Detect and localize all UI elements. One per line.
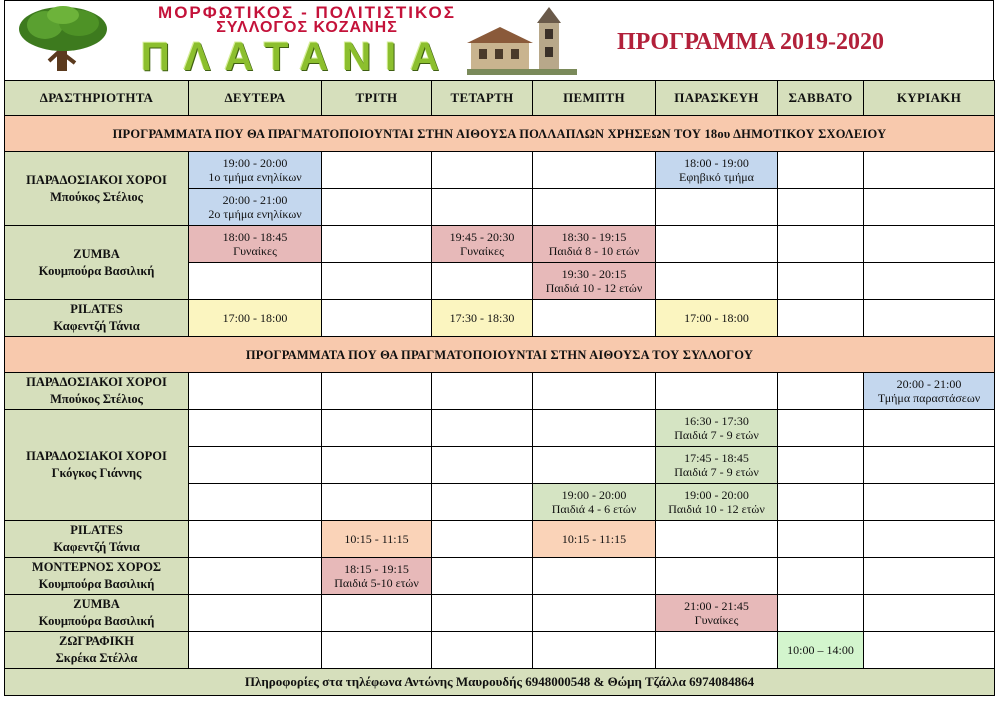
slot-group: Παιδιά 7 - 9 ετών bbox=[674, 465, 759, 479]
slot-time: 20:00 - 21:00 bbox=[222, 193, 288, 207]
col-sunday: ΚΥΡΙΑΚΗ bbox=[864, 81, 995, 116]
activity-cell bbox=[5, 558, 189, 595]
empty-cell bbox=[533, 595, 656, 632]
empty-cell bbox=[656, 632, 778, 669]
slot-cell bbox=[864, 373, 995, 410]
activity-cell bbox=[5, 632, 189, 669]
page-title: ΠΡΟΓΡΑΜΜΑ 2019-2020 bbox=[617, 29, 885, 55]
activity-teacher: Κουμπούρα Βασιλική bbox=[38, 614, 155, 628]
empty-cell bbox=[533, 189, 656, 226]
slot-cell bbox=[432, 300, 533, 337]
empty-cell bbox=[322, 373, 432, 410]
empty-cell bbox=[778, 152, 864, 189]
empty-cell bbox=[432, 410, 533, 447]
activity-teacher: Μπούκος Στέλιος bbox=[50, 189, 143, 204]
empty-cell bbox=[322, 189, 432, 226]
empty-cell bbox=[864, 152, 995, 189]
slot-time: 10:15 - 11:15 bbox=[561, 532, 627, 546]
empty-cell bbox=[189, 558, 322, 595]
empty-cell bbox=[322, 152, 432, 189]
col-tuesday: ΤΡΙΤΗ bbox=[322, 81, 432, 116]
empty-cell bbox=[778, 447, 864, 484]
empty-cell bbox=[533, 632, 656, 669]
slot-group: Παιδιά 5-10 ετών bbox=[334, 576, 419, 590]
slot-cell bbox=[322, 521, 432, 558]
empty-cell bbox=[864, 484, 995, 521]
empty-cell bbox=[189, 263, 322, 300]
activity-cell bbox=[5, 410, 189, 521]
slot-time: 18:00 - 18:45 bbox=[222, 230, 288, 244]
slot-time: 18:00 - 19:00 bbox=[684, 156, 749, 170]
table-row bbox=[5, 521, 995, 558]
empty-cell bbox=[778, 300, 864, 337]
empty-cell bbox=[778, 263, 864, 300]
table-row bbox=[5, 300, 995, 337]
activity-name: ΠΑΡΑΔΟΣΙΑΚΟΙ ΧΟΡΟΙ bbox=[26, 449, 167, 463]
empty-cell bbox=[864, 447, 995, 484]
activity-name: ΠΑΡΑΔΟΣΙΑΚΟΙ ΧΟΡΟΙ bbox=[26, 375, 167, 389]
activity-name: PILATES bbox=[70, 523, 123, 537]
section-title-school: ΠΡΟΓΡΑΜΜΑΤΑ ΠΟΥ ΘΑ ΠΡΑΓΜΑΤΟΠΟΙΟΥΝΤΑΙ ΣΤΗΝ ΑΙΘΟΥΣΑ ΠΟΛΛΑΠΛΩΝ ΧΡΗΣΕΩΝ ΤΟΥ 18ου ΔΗΜΟΤΙΚΟΥ ΣΧΟΛΕΙΟΥ bbox=[5, 116, 995, 152]
slot-cell bbox=[322, 558, 432, 595]
slot-group: Γυναίκες bbox=[460, 244, 504, 258]
slot-time: 10:00 – 14:00 bbox=[787, 643, 854, 657]
empty-cell bbox=[778, 595, 864, 632]
empty-cell bbox=[322, 595, 432, 632]
empty-cell bbox=[778, 521, 864, 558]
slot-group: Γυναίκες bbox=[694, 613, 739, 627]
empty-cell bbox=[322, 300, 432, 337]
empty-cell bbox=[656, 263, 778, 300]
col-activity: ΔΡΑΣΤΗΡΙΟΤΗΤΑ bbox=[5, 81, 189, 116]
empty-cell bbox=[322, 263, 432, 300]
empty-cell bbox=[322, 410, 432, 447]
slot-time: 21:00 - 21:45 bbox=[684, 599, 749, 613]
empty-cell bbox=[432, 189, 533, 226]
slot-time: 17:00 - 18:00 bbox=[222, 311, 288, 325]
slot-time: 18:30 - 19:15 bbox=[561, 230, 627, 244]
activity-teacher: Κουμπούρα Βασιλική bbox=[38, 263, 155, 278]
slot-cell bbox=[533, 226, 656, 263]
slot-group: Παιδιά 10 - 12 ετών bbox=[668, 502, 765, 516]
slot-cell bbox=[189, 300, 322, 337]
empty-cell bbox=[432, 632, 533, 669]
empty-cell bbox=[864, 300, 995, 337]
table-row bbox=[5, 632, 995, 669]
slot-time: 17:30 - 18:30 bbox=[449, 311, 515, 325]
empty-cell bbox=[533, 558, 656, 595]
empty-cell bbox=[778, 189, 864, 226]
activity-teacher: Μπούκος Στέλιος bbox=[50, 392, 143, 406]
activity-name: ΖΩΓΡΑΦΙΚΗ bbox=[59, 634, 134, 648]
activity-name: ΜΟΝΤΕΡΝΟΣ ΧΟΡΟΣ bbox=[31, 560, 162, 574]
slot-cell bbox=[778, 632, 864, 669]
header-row bbox=[5, 81, 995, 116]
slot-cell bbox=[189, 226, 322, 263]
brand-name: ΠΛΑΤΑΝΙΑ bbox=[140, 35, 454, 79]
empty-cell bbox=[656, 373, 778, 410]
empty-cell bbox=[864, 632, 995, 669]
activity-cell bbox=[5, 373, 189, 410]
col-friday: ΠΑΡΑΣΚΕΥΗ bbox=[656, 81, 778, 116]
table-row bbox=[5, 152, 995, 189]
activity-cell bbox=[5, 521, 189, 558]
slot-cell bbox=[656, 447, 778, 484]
header bbox=[4, 0, 994, 80]
slot-cell bbox=[656, 152, 778, 189]
empty-cell bbox=[778, 373, 864, 410]
schedule-table bbox=[4, 80, 995, 696]
empty-cell bbox=[656, 558, 778, 595]
empty-cell bbox=[322, 447, 432, 484]
activity-name: PILATES bbox=[70, 302, 123, 316]
slot-time: 18:15 - 19:15 bbox=[344, 562, 409, 576]
empty-cell bbox=[656, 521, 778, 558]
empty-cell bbox=[864, 263, 995, 300]
activity-teacher: Καφεντζή Τάνια bbox=[53, 540, 140, 554]
empty-cell bbox=[656, 189, 778, 226]
slot-time: 17:00 - 18:00 bbox=[684, 311, 749, 325]
activity-teacher: Γκόγκος Γιάννης bbox=[51, 466, 142, 480]
slot-time: 19:30 - 20:15 bbox=[561, 267, 627, 281]
church-building-icon bbox=[467, 5, 577, 77]
empty-cell bbox=[864, 558, 995, 595]
empty-cell bbox=[656, 226, 778, 263]
table-row bbox=[5, 595, 995, 632]
section-row bbox=[5, 116, 995, 152]
empty-cell bbox=[533, 300, 656, 337]
empty-cell bbox=[864, 595, 995, 632]
slot-group: Παιδιά 7 - 9 ετών bbox=[674, 428, 759, 442]
slot-cell bbox=[533, 484, 656, 521]
empty-cell bbox=[322, 484, 432, 521]
empty-cell bbox=[432, 521, 533, 558]
empty-cell bbox=[864, 226, 995, 263]
empty-cell bbox=[864, 410, 995, 447]
empty-cell bbox=[432, 152, 533, 189]
slot-cell bbox=[656, 484, 778, 521]
activity-cell bbox=[5, 226, 189, 300]
empty-cell bbox=[778, 484, 864, 521]
empty-cell bbox=[778, 410, 864, 447]
empty-cell bbox=[533, 410, 656, 447]
footer-row bbox=[5, 669, 995, 696]
slot-group: 1ο τμήμα ενηλίκων bbox=[208, 170, 302, 184]
empty-cell bbox=[189, 373, 322, 410]
activity-teacher: Καφεντζή Τάνια bbox=[53, 319, 140, 333]
slot-time: 19:00 - 20:00 bbox=[222, 156, 288, 170]
empty-cell bbox=[189, 632, 322, 669]
slot-group: Γυναίκες bbox=[233, 244, 277, 258]
slot-group: Παιδιά 4 - 6 ετών bbox=[551, 502, 637, 516]
empty-cell bbox=[533, 152, 656, 189]
table-row bbox=[5, 410, 995, 447]
slot-group: 2ο τμήμα ενηλίκων bbox=[208, 207, 302, 221]
slot-group: Εφηβικό τμήμα bbox=[679, 170, 754, 184]
slot-time: 19:00 - 20:00 bbox=[684, 488, 749, 502]
empty-cell bbox=[322, 632, 432, 669]
tree-icon bbox=[15, 5, 111, 75]
slot-time: 19:45 - 20:30 bbox=[449, 230, 515, 244]
empty-cell bbox=[533, 447, 656, 484]
activity-cell bbox=[5, 595, 189, 632]
activity-name: ZUMBA bbox=[73, 246, 120, 261]
empty-cell bbox=[322, 226, 432, 263]
empty-cell bbox=[189, 410, 322, 447]
slot-cell bbox=[533, 521, 656, 558]
slot-time: 10:15 - 11:15 bbox=[344, 532, 409, 546]
slot-time: 17:45 - 18:45 bbox=[684, 451, 749, 465]
slot-time: 19:00 - 20:00 bbox=[561, 488, 627, 502]
empty-cell bbox=[778, 226, 864, 263]
slot-cell bbox=[656, 595, 778, 632]
table-row bbox=[5, 226, 995, 263]
empty-cell bbox=[189, 447, 322, 484]
slot-group: Τμήμα παραστάσεων bbox=[877, 391, 981, 405]
empty-cell bbox=[432, 263, 533, 300]
slot-group: Παιδιά 10 - 12 ετών bbox=[545, 281, 643, 295]
col-monday: ΔΕΥΤΕΡΑ bbox=[189, 81, 322, 116]
table-row bbox=[5, 558, 995, 595]
empty-cell bbox=[432, 595, 533, 632]
slot-time: 20:00 - 21:00 bbox=[896, 377, 962, 391]
empty-cell bbox=[432, 373, 533, 410]
empty-cell bbox=[189, 484, 322, 521]
col-saturday: ΣΑΒΒΑΤΟ bbox=[778, 81, 864, 116]
slot-cell bbox=[189, 189, 322, 226]
slot-group: Παιδιά 8 - 10 ετών bbox=[548, 244, 640, 258]
slot-cell bbox=[656, 410, 778, 447]
slot-time: 16:30 - 17:30 bbox=[684, 414, 749, 428]
empty-cell bbox=[864, 189, 995, 226]
section-row bbox=[5, 337, 995, 373]
activity-name: ΠΑΡΑΔΟΣΙΑΚΟΙ ΧΟΡΟΙ bbox=[26, 172, 167, 187]
activity-teacher: Σκρέκα Στέλλα bbox=[55, 651, 138, 665]
empty-cell bbox=[189, 521, 322, 558]
slot-cell bbox=[432, 226, 533, 263]
org-name-line1: ΜΟΡΦΩΤΙΚΟΣ - ΠΟΛΙΤΙΣΤΙΚΟΣ bbox=[158, 3, 456, 22]
empty-cell bbox=[432, 484, 533, 521]
activity-teacher: Κουμπούρα Βασιλική bbox=[38, 577, 155, 591]
activity-cell bbox=[5, 300, 189, 337]
empty-cell bbox=[864, 521, 995, 558]
section-title-club: ΠΡΟΓΡΑΜΜΑΤΑ ΠΟΥ ΘΑ ΠΡΑΓΜΑΤΟΠΟΙΟΥΝΤΑΙ ΣΤΗΝ ΑΙΘΟΥΣΑ ΤΟΥ ΣΥΛΛΟΓΟΥ bbox=[5, 337, 995, 373]
col-wednesday: ΤΕΤΑΡΤΗ bbox=[432, 81, 533, 116]
table-row bbox=[5, 373, 995, 410]
empty-cell bbox=[432, 447, 533, 484]
activity-name: ZUMBA bbox=[73, 597, 120, 611]
empty-cell bbox=[533, 373, 656, 410]
slot-cell bbox=[533, 263, 656, 300]
activity-cell bbox=[5, 152, 189, 226]
slot-cell bbox=[656, 300, 778, 337]
empty-cell bbox=[432, 558, 533, 595]
org-name-line2: ΣΥΛΛΟΓΟΣ ΚΟΖΑΝΗΣ bbox=[216, 19, 398, 36]
col-thursday: ΠΕΜΠΤΗ bbox=[533, 81, 656, 116]
empty-cell bbox=[189, 595, 322, 632]
empty-cell bbox=[778, 558, 864, 595]
footer-contact: Πληροφορίες στα τηλέφωνα Αντώνης Μαυρουδής 6948000548 & Θώμη Τζάλλα 6974084864 bbox=[5, 669, 995, 696]
slot-cell bbox=[189, 152, 322, 189]
